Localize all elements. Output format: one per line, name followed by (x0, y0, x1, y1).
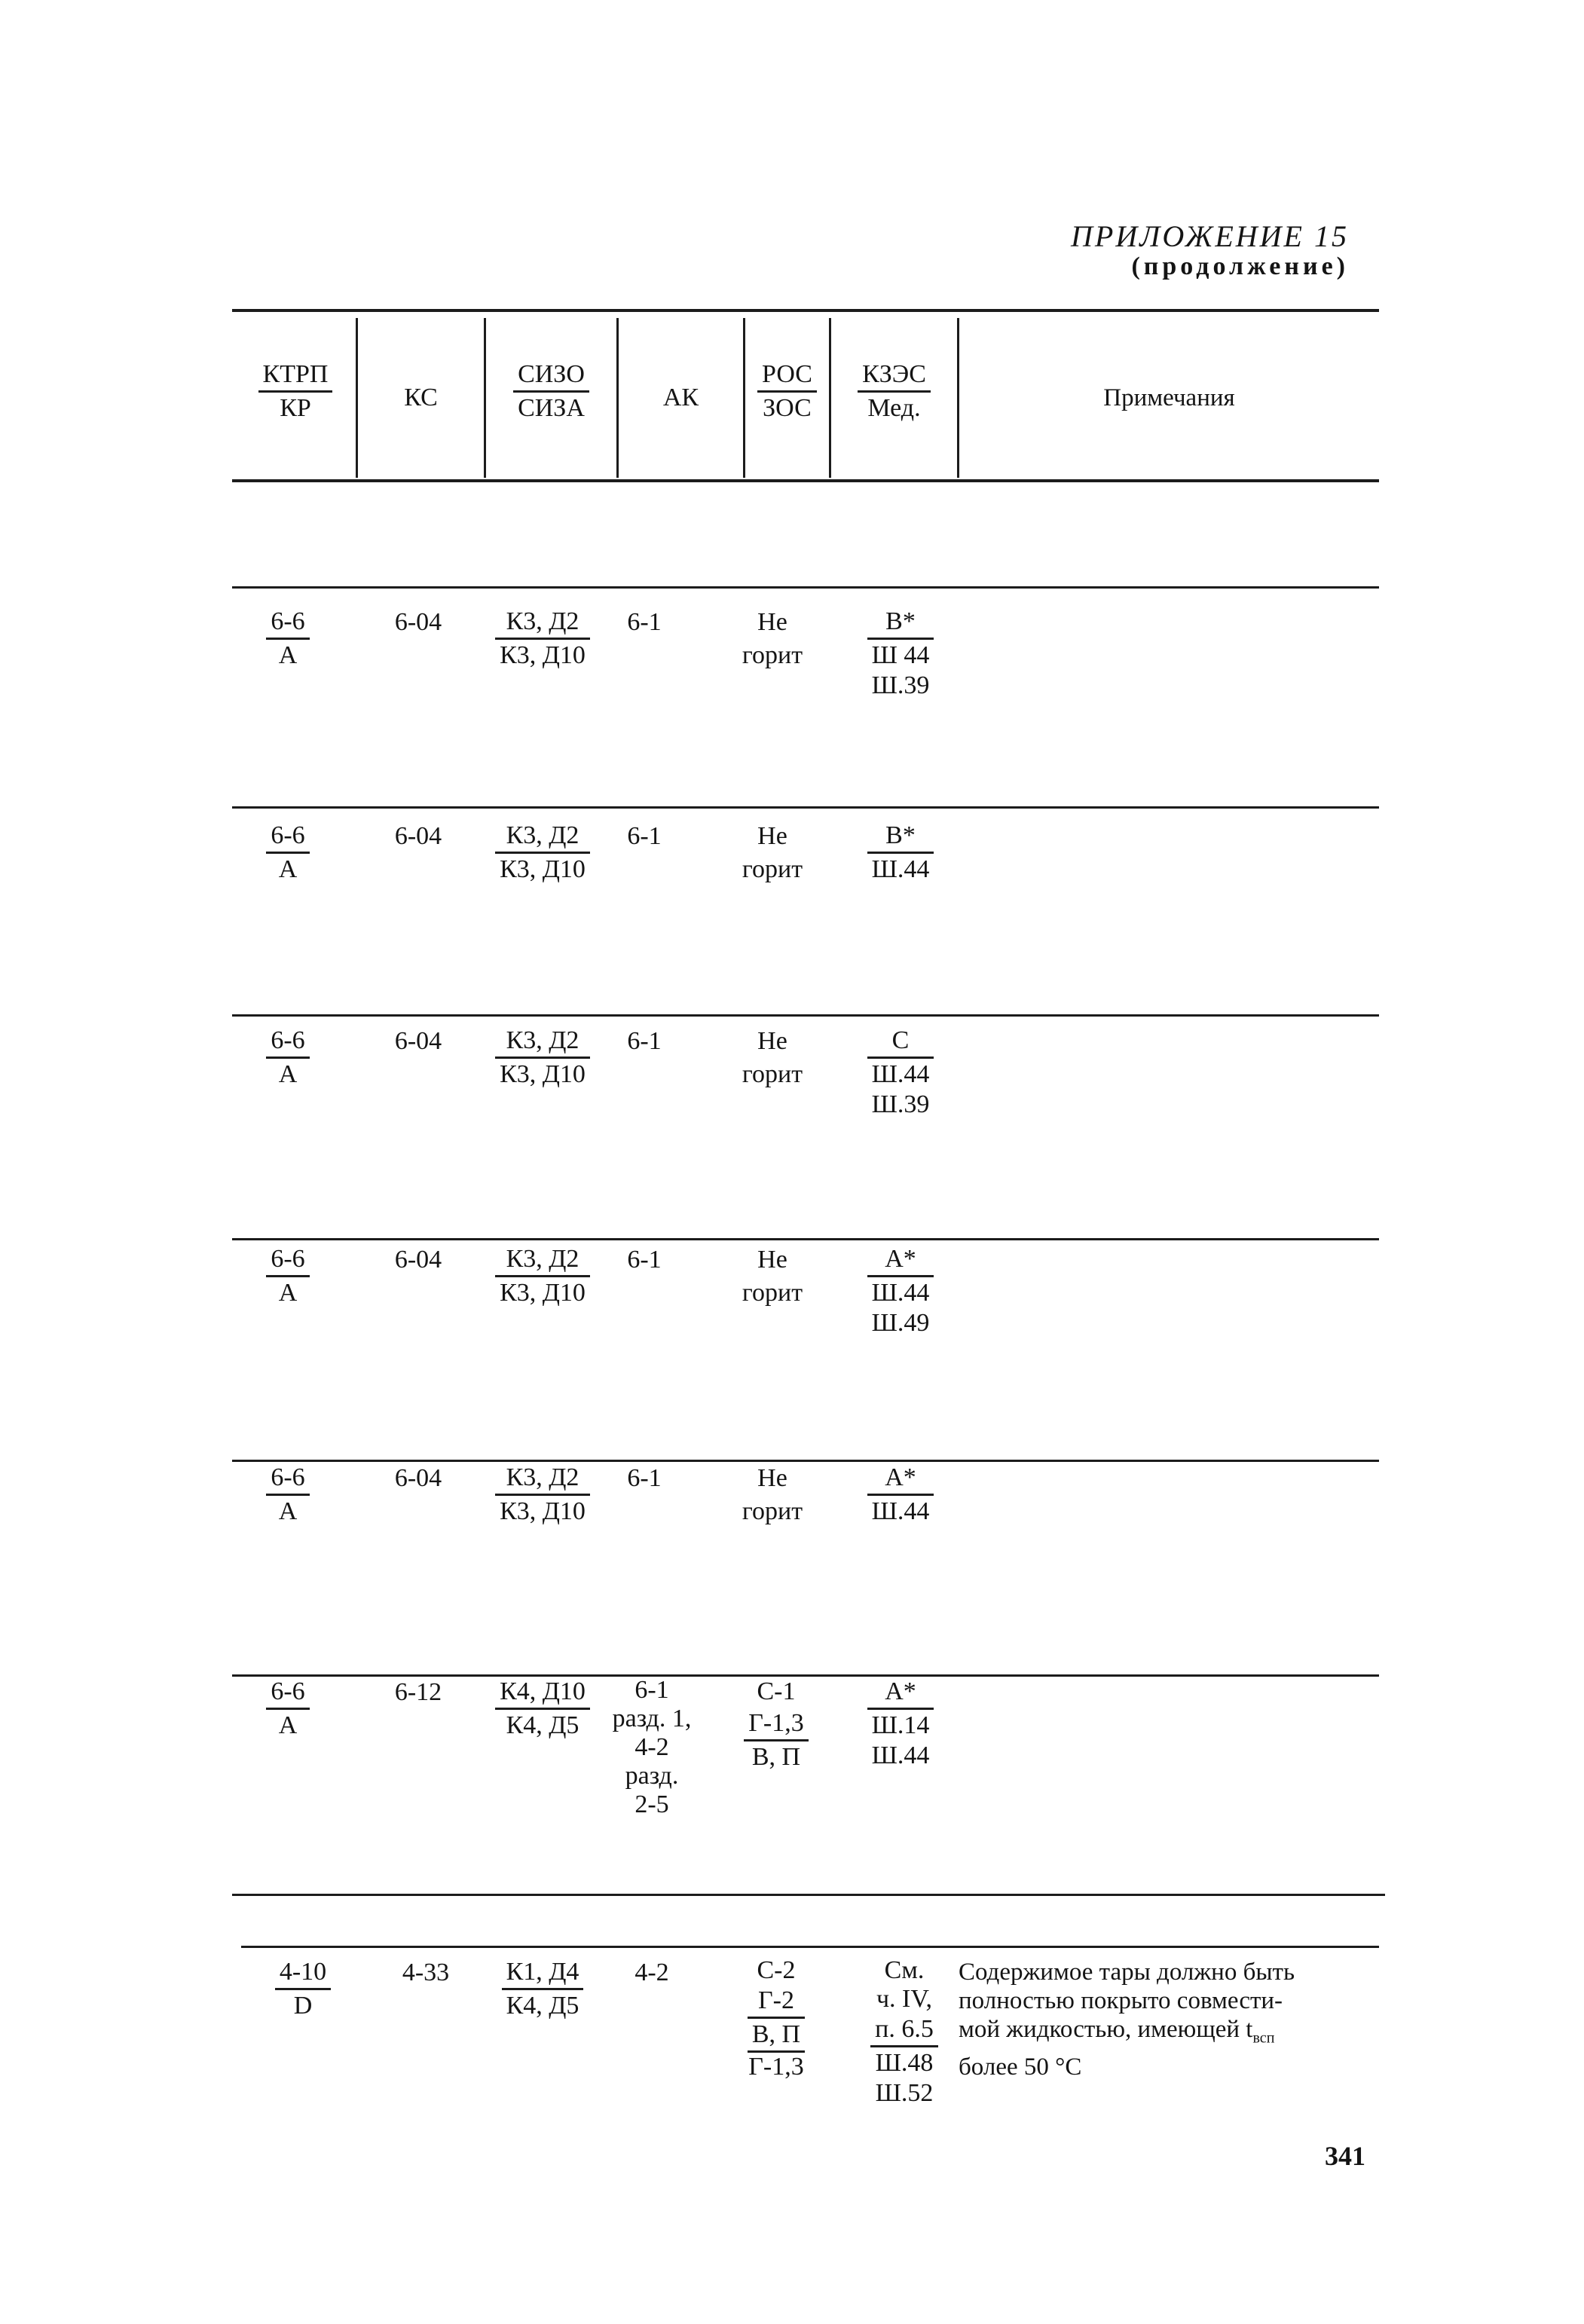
column-header-siza: СИЗА (518, 394, 585, 422)
cell-siza: К3, Д10 (500, 641, 586, 669)
cell-ks: 6-04 (394, 1464, 442, 1492)
cell-ks: 6-04 (394, 1027, 442, 1055)
cell-ros (723, 1243, 821, 1310)
cell-ktrp: 6-6 (266, 1462, 309, 1496)
column-header-zos: ЗОС (763, 394, 812, 422)
cell-ktrp-kr (235, 1462, 341, 1528)
note-line: полностью покрыто совмести- (959, 1987, 1283, 2014)
cell-ktrp: 6-6 (266, 1243, 309, 1277)
cell-ak-line: разд. 1, (612, 1705, 692, 1732)
row-separator (232, 1894, 1385, 1896)
row-separator (232, 1014, 1379, 1017)
cell-ak (603, 606, 686, 639)
cell-med: Ш.44 (871, 1060, 930, 1088)
cell-ak-line: 4-2 (635, 1733, 669, 1761)
cell-kr: А (278, 1060, 298, 1088)
cell-ktrp-kr (250, 1956, 356, 2023)
cell-med-extra: Ш.39 (871, 1090, 930, 1118)
cell-ros: Г-1,3 (744, 1708, 808, 1741)
note-line: Содержимое тары должно быть (959, 1959, 1295, 1986)
cell-ros-line: Не (757, 1027, 787, 1055)
note-subscript: всп (1252, 2029, 1275, 2047)
cell-siza: К3, Д10 (500, 1497, 586, 1525)
cell-kzes-line: См. (884, 1956, 925, 1984)
cell-ks: 4-33 (402, 1959, 450, 1986)
cell-siza: К3, Д10 (500, 1060, 586, 1088)
cell-siza: К3, Д10 (500, 855, 586, 883)
cell-med: Ш.44 (871, 1497, 930, 1525)
cell-ktrp: 6-6 (266, 1676, 309, 1710)
column-header-kr: КР (280, 394, 311, 422)
row-separator (232, 586, 1379, 589)
column-header-ros: РОС (757, 359, 817, 393)
cell-siza: К4, Д5 (506, 1711, 579, 1739)
cell-ros-line: Не (757, 1246, 787, 1274)
cell-kzes-med (852, 1956, 957, 2108)
cell-ak-line: 6-1 (627, 608, 662, 636)
cell-kzes: А* (867, 1243, 934, 1277)
cell-kzes: п. 6.5 (870, 2014, 938, 2047)
note-line (959, 2015, 1381, 2053)
cell-ros (723, 606, 821, 672)
row-separator (241, 1946, 1379, 1948)
cell-sizo: К3, Д2 (495, 1243, 590, 1277)
cell-ak (603, 1462, 686, 1495)
column-header-notes: Примечания (1103, 384, 1235, 411)
cell-kzes: С (867, 1025, 934, 1059)
column-header-ktrp-kr (235, 359, 356, 425)
cell-med-extra: Ш.49 (871, 1309, 930, 1337)
column-header-kzes: КЗЭС (858, 359, 931, 393)
cell-ktrp-kr (235, 1025, 341, 1091)
cell-zos: В, П (748, 2019, 805, 2053)
note-line-text: мой жидкостью, имеющей t (959, 2016, 1253, 2043)
cell-med: Ш.44 (871, 1279, 930, 1307)
cell-kzes: А* (867, 1676, 934, 1710)
cell-sizo: К3, Д2 (495, 820, 590, 854)
cell-sizo: К4, Д10 (495, 1676, 590, 1710)
cell-ktrp-kr (235, 820, 341, 886)
cell-ktrp: 6-6 (266, 820, 309, 854)
cell-kzes-med (840, 1025, 961, 1121)
cell-kr: А (278, 1497, 298, 1525)
cell-med: Ш.14 (871, 1711, 930, 1739)
cell-ktrp-kr (235, 1243, 341, 1310)
cell-ktrp: 6-6 (266, 606, 309, 640)
cell-ros-line: горит (742, 855, 803, 883)
column-header-ks: КС (404, 384, 438, 411)
cell-ak-line: разд. (625, 1762, 679, 1790)
cell-kzes-med (840, 1462, 961, 1528)
cell-sizo: К3, Д2 (495, 606, 590, 640)
cell-zos-extra: Г-1,3 (748, 2053, 804, 2081)
cell-ak-line: 6-1 (635, 1676, 669, 1704)
cell-sizo-siza (452, 1956, 633, 2023)
appendix-subtitle: (продолжение) (1131, 252, 1349, 280)
cell-ak (603, 1025, 686, 1058)
cell-ks: 6-04 (394, 1246, 442, 1274)
cell-ak (610, 1956, 693, 1989)
cell-ros-zos (723, 1676, 829, 1774)
cell-ros-line: горит (742, 1279, 803, 1307)
cell-kzes-med (840, 1676, 961, 1772)
cell-kzes-med (840, 1243, 961, 1340)
cell-kr: А (278, 1711, 298, 1739)
cell-ros-line: С-1 (757, 1677, 796, 1705)
row-separator (232, 806, 1379, 809)
cell-ros-line: Не (757, 1464, 787, 1492)
column-header-sizo-siza (486, 359, 616, 425)
cell-ros-line: горит (742, 641, 803, 669)
note-line: более 50 °С (959, 2053, 1082, 2081)
cell-ktrp: 4-10 (275, 1956, 331, 1990)
cell-ak-line: 6-1 (627, 822, 662, 850)
cell-siza: К3, Д10 (500, 1279, 586, 1307)
column-header-ktrp: КТРП (258, 359, 333, 393)
column-header-kzes-med (831, 359, 957, 425)
cell-med-extra: Ш.39 (871, 671, 930, 699)
cell-ros-line: горит (742, 1497, 803, 1525)
cell-kzes: В* (867, 606, 934, 640)
cell-ks: 6-04 (394, 608, 442, 636)
cell-ros-line: Не (757, 608, 787, 636)
cell-ros (723, 1025, 821, 1091)
cell-kzes-med (840, 606, 961, 702)
cell-kr: А (278, 641, 298, 669)
cell-ak-line: 6-1 (627, 1464, 662, 1492)
table-header-bottom-rule (232, 479, 1379, 482)
cell-kr: А (278, 1279, 298, 1307)
cell-sizo: К3, Д2 (495, 1462, 590, 1496)
cell-ks: 6-04 (394, 822, 442, 850)
cell-ak-line: 2-5 (635, 1790, 669, 1818)
cell-ros-line: горит (742, 1060, 803, 1088)
column-header-ak: АК (662, 384, 699, 411)
cell-ros (723, 820, 821, 886)
cell-zos: В, П (751, 1743, 801, 1771)
cell-ak-line: 4-2 (635, 1959, 669, 1986)
cell-sizo: К1, Д4 (502, 1956, 584, 1990)
cell-kr: А (278, 855, 298, 883)
cell-notes (959, 1958, 1381, 2081)
cell-kr: D (293, 1992, 313, 2020)
cell-ros-line: Не (757, 822, 787, 850)
column-header-med: Мед. (867, 394, 921, 422)
cell-ak (599, 1676, 705, 1819)
cell-med: Ш 44 (871, 641, 930, 669)
table-top-rule (232, 309, 1379, 312)
cell-med: Ш.44 (871, 855, 930, 883)
cell-ros (723, 1462, 821, 1528)
cell-kzes-med (840, 820, 961, 886)
cell-ktrp-kr (235, 606, 341, 672)
cell-siza: К4, Д5 (506, 1992, 579, 2020)
cell-ak (603, 820, 686, 853)
cell-kzes: А* (867, 1462, 934, 1496)
cell-sizo: К3, Д2 (495, 1025, 590, 1059)
cell-kzes-line: ч. IV, (876, 1985, 933, 2013)
cell-kzes: В* (867, 820, 934, 854)
column-header-ros-zos (745, 359, 829, 425)
appendix-title: ПРИЛОЖЕНИЕ 15 (1071, 219, 1349, 253)
column-header-sizo: СИЗО (513, 359, 589, 393)
cell-med-extra: Ш.52 (875, 2079, 934, 2107)
cell-ak-line: 6-1 (627, 1246, 662, 1274)
cell-ros-line: С-2 (757, 1956, 796, 1984)
cell-ktrp: 6-6 (266, 1025, 309, 1059)
cell-ak (603, 1243, 686, 1277)
cell-ks: 6-12 (394, 1678, 442, 1706)
cell-ros: Г-2 (748, 1985, 805, 2019)
page-number: 341 (1325, 2141, 1365, 2171)
cell-ak-line: 6-1 (627, 1027, 662, 1055)
cell-ktrp-kr (235, 1676, 341, 1742)
row-separator (232, 1238, 1379, 1240)
cell-ros-zos (723, 1956, 829, 2084)
cell-med-extra: Ш.44 (871, 1741, 930, 1769)
cell-med: Ш.48 (875, 2049, 934, 2077)
